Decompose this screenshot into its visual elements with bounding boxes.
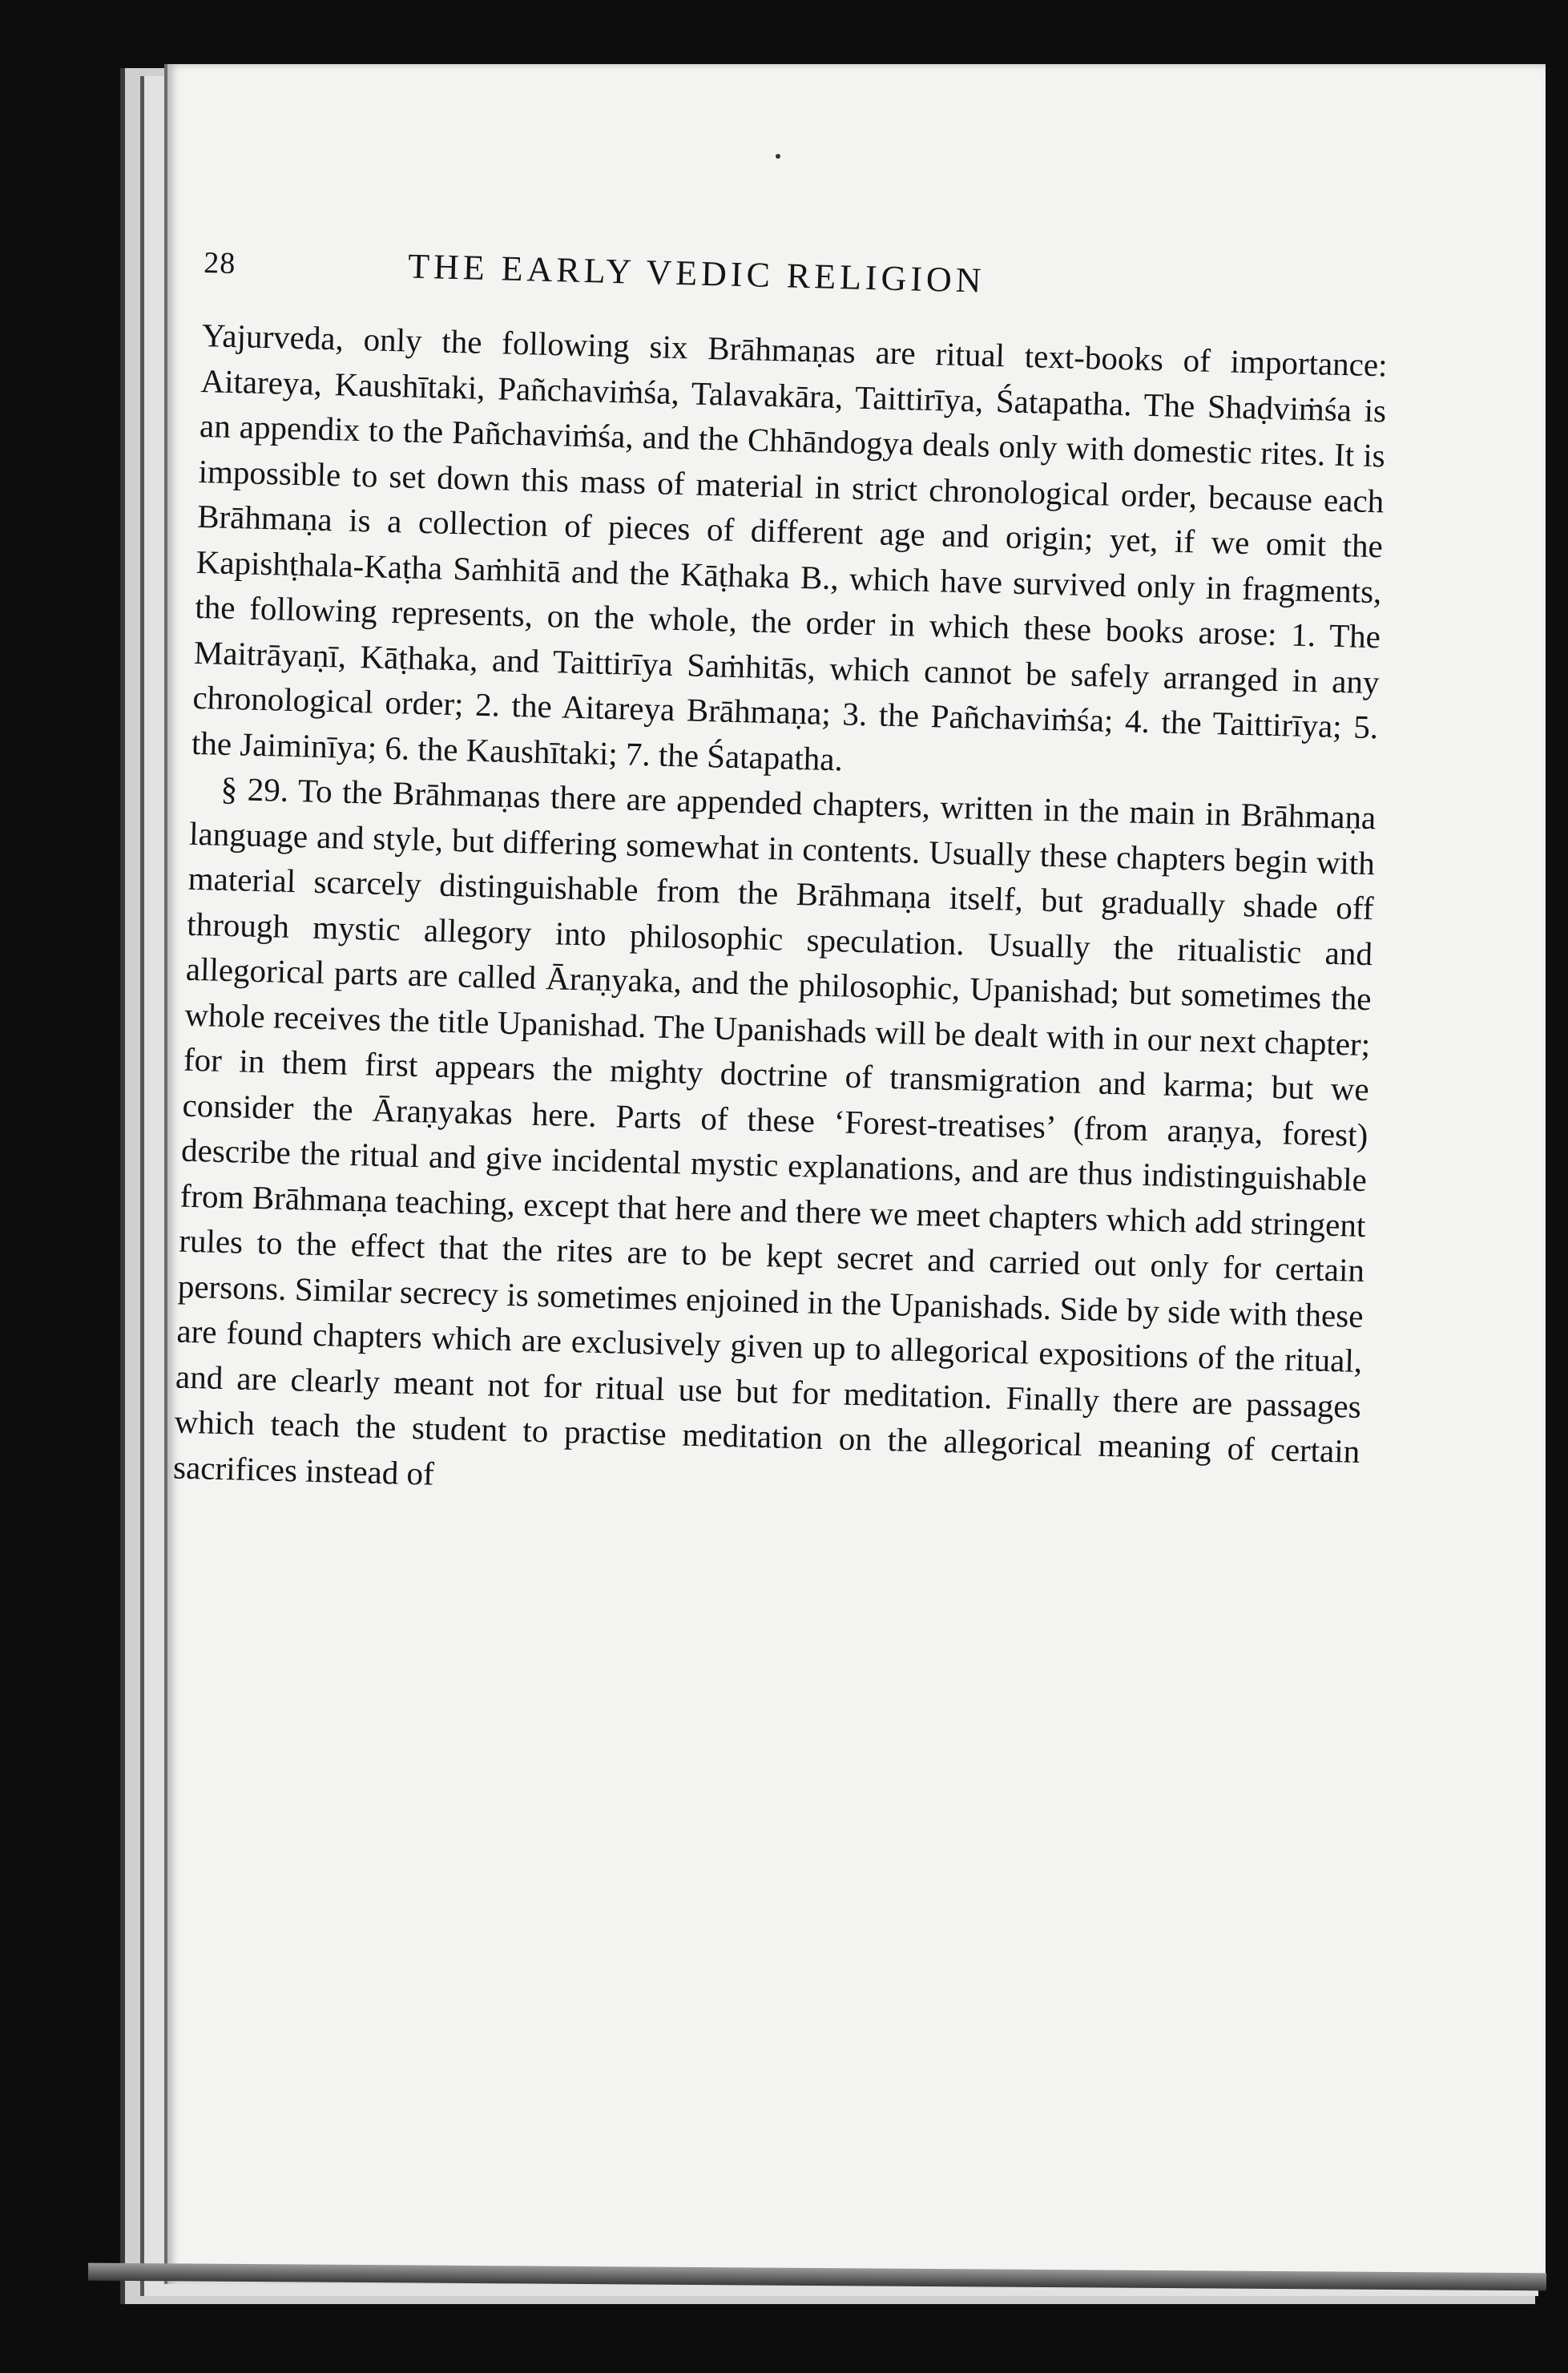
print-speck (776, 154, 780, 159)
page-content (173, 240, 1390, 1519)
body-text (173, 313, 1389, 1519)
paragraph-1: Yajurveda, only the following six Brāhmaṇas are ritual text-books of importance: Aitareya, Kaushītaki, Pañchaviṁśa, Talavakāra, Taittirīya, Śatapatha. The Shaḍviṁśa is an appendix to the Pañchaviṁśa, and the Chhāndogya deals only with domestic rites. It is impossible to set down this mass of material in strict chronological order, because each Brāhmaṇa is a collection of pieces of different age and origin; yet, if we omit the Kapishṭhala-Kaṭha Saṁhitā and the Kāṭhaka B., which have survived only in fragments, the following represents, on the whole, the order in which these books arose: 1. The Maitrāyaṇī, Kāṭhaka, and Taittirīya Saṁhitās, which cannot be safely arranged in any chronological order; 2. the Aitareya Brāhmaṇa; 3. the Pañchaviṁśa; 4. the Taittirīya; 5. the Jaiminīya; 6. the Kaushītaki; 7. the Śatapatha. (191, 316, 1389, 777)
paragraph-2: § 29. To the Brāhmaṇas there are appended chapters, written in the main in Brāhmaṇa language and style, but differing somewhat in contents. Usually these chapters begin with material scarcely distinguishable from the Brāhmaṇa itself, but gradually shade off through mystic allegory into philosophic speculation. Usually the ritualistic and allegorical parts are called Āraṇyaka, and the philosophic, Upanishad; but sometimes the whole receives the title Upanishad. The Upanishads will be dealt with in our next chapter; for in them first appears the mighty doctrine of transmigration and karma; but we consider the Āraṇyakas here. Parts of these ‘Forest-treatises’ (from araṇya, forest) describe the ritual and give incidental mystic explanations, and are thus indistinguishable from Brāhmaṇa teaching, except that here and there we meet chapters which add stringent rules to the effect that the rites are to be kept secret and carried out only for certain persons. Similar secrecy is sometimes enjoined in the Upanishads. Side by side with these are found chapters which are exclusively given up to allegorical expositions of the ritual, and are clearly meant not for ritual use but for meditation. Finally there are passages which teach the student to practise meditation on the allegorical meaning of certain sacrifices instead of (172, 769, 1377, 1492)
running-head: THE EARLY VEDIC RELIGION (407, 246, 986, 301)
page-number: 28 (203, 245, 236, 280)
